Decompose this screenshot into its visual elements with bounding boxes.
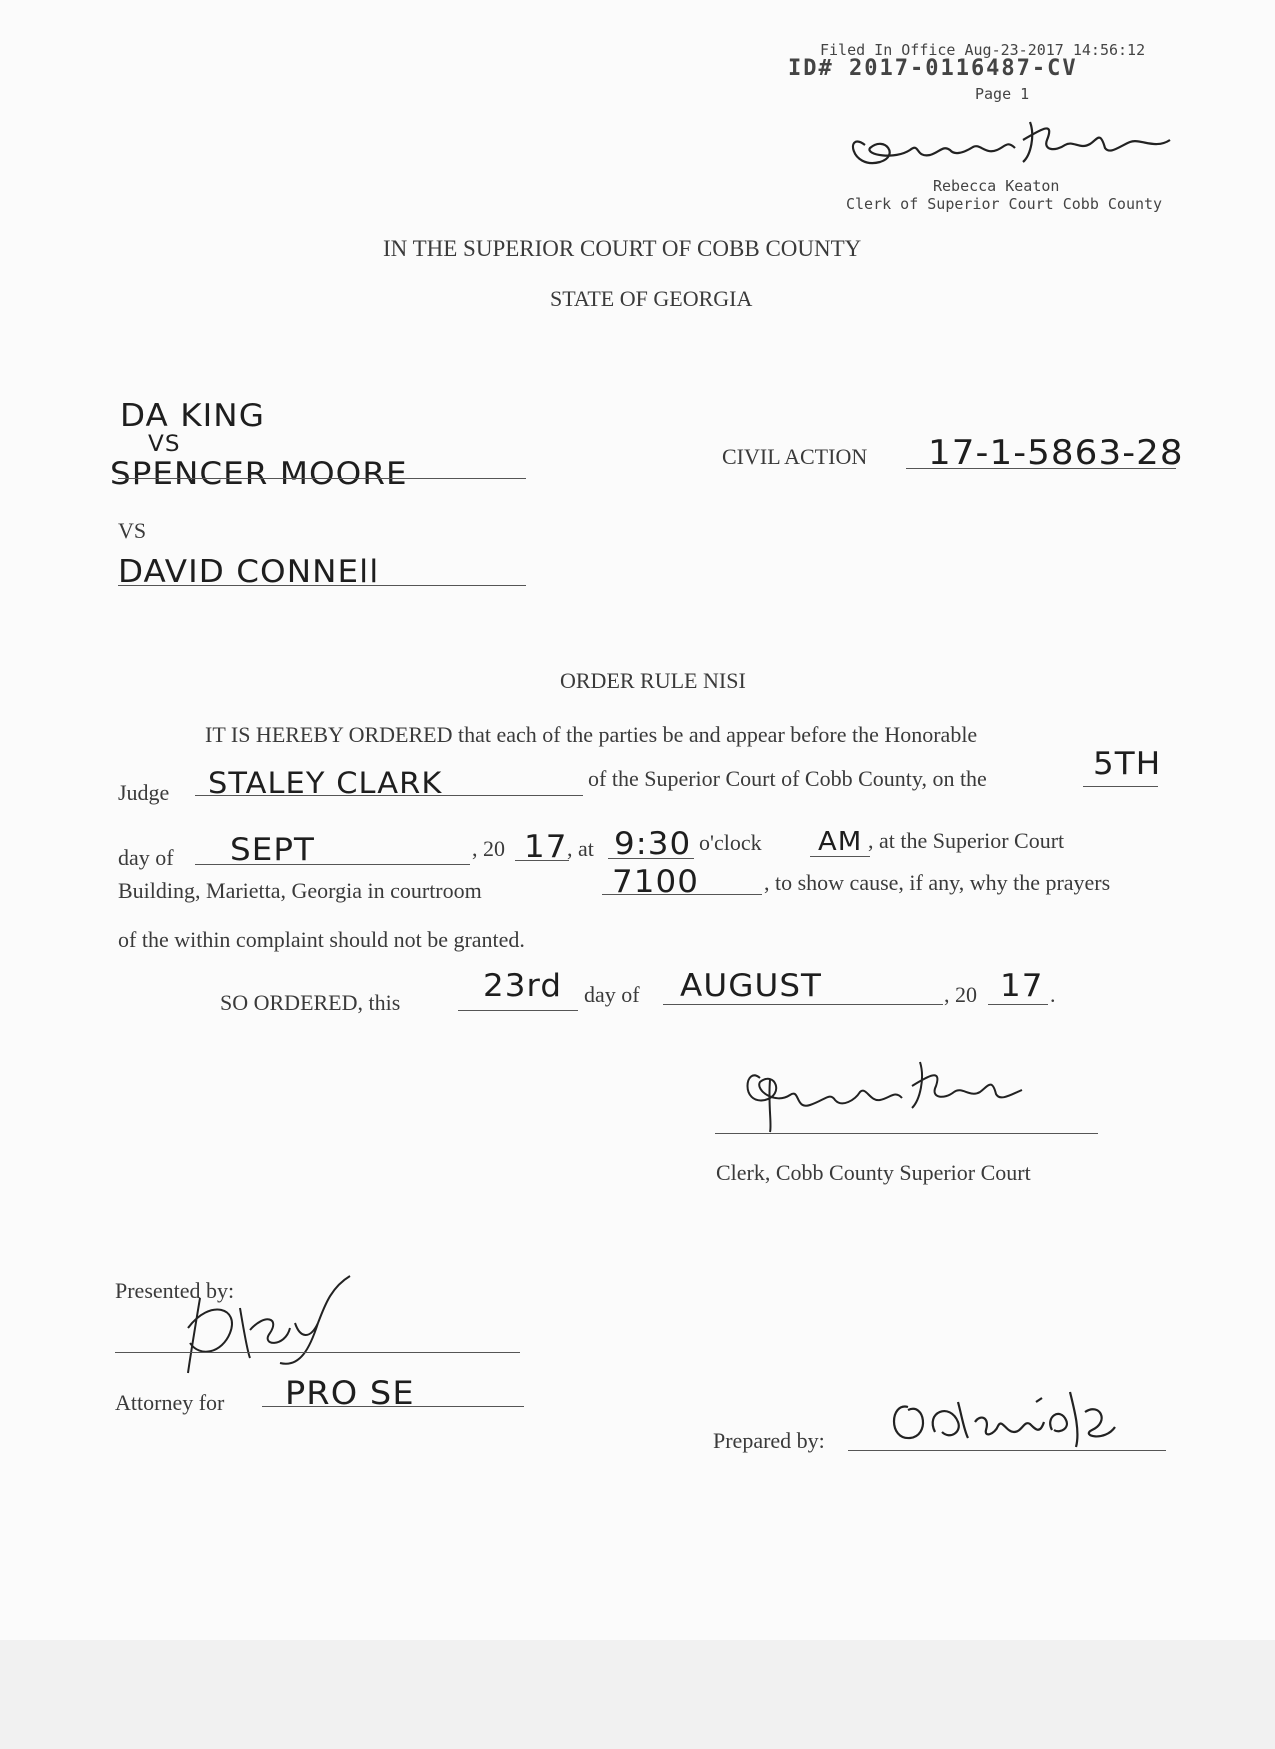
hearing-month: SEPT (230, 832, 315, 868)
prepared-by-label: Prepared by: (713, 1428, 825, 1453)
judge-name: STALEY CLARK (208, 766, 443, 800)
state-heading: STATE OF GEORGIA (550, 286, 753, 311)
clerk-signature-line (715, 1133, 1098, 1134)
stamp-clerk-title: Clerk of Superior Court Cobb County (846, 195, 1163, 213)
hearing-time: 9:30 (614, 826, 692, 862)
stamp-clerk-signature (825, 100, 1205, 185)
court-county-text: of the Superior Court of Cobb County, on the (588, 766, 987, 791)
attorney-for-label: Attorney for (115, 1390, 225, 1415)
so-ordered-label: SO ORDERED, this (220, 990, 401, 1015)
presented-by-line (115, 1352, 520, 1353)
vs-label: VS (118, 518, 147, 543)
plaintiff-underline (118, 478, 526, 479)
ordered-day-underline (458, 1010, 578, 1011)
ampm-underline (810, 856, 870, 857)
defendant-underline (118, 585, 526, 586)
defendant-name: DAVID CONNEll (118, 554, 380, 590)
civil-action-underline (906, 468, 1176, 469)
clerk-signature (730, 1050, 1050, 1135)
plaintiff-name-2: SPENCER MOORE (110, 456, 408, 492)
courtroom-underline (602, 894, 762, 895)
handwritten-vs: VS (148, 432, 181, 457)
so-ordered-day-of: day of (584, 982, 640, 1007)
ordered-year-prefix: , 20 (944, 982, 977, 1007)
clerk-caption: Clerk, Cobb County Superior Court (716, 1160, 1031, 1185)
ordered-period: . (1050, 982, 1056, 1007)
order-title: ORDER RULE NISI (560, 668, 746, 693)
time-underline (608, 858, 694, 859)
day-underline (1083, 786, 1158, 787)
ordered-month-underline (663, 1004, 943, 1005)
ordered-month: AUGUST (680, 968, 822, 1004)
ordered-day: 23rd (483, 968, 563, 1004)
presented-by-label: Presented by: (115, 1278, 235, 1303)
day-of-label: day of (118, 845, 174, 870)
complaint-text: of the within complaint should not be granted. (118, 927, 525, 952)
oclock-label: o'clock (699, 830, 762, 855)
attorney-for-line (262, 1406, 524, 1407)
attorney-for-value: PRO SE (285, 1374, 415, 1412)
show-cause-text: , to show cause, if any, why the prayers (764, 870, 1111, 895)
year-underline (515, 860, 569, 861)
ordered-year-underline (988, 1004, 1048, 1005)
page-number-stamp: Page 1 (975, 85, 1030, 103)
preparer-signature (880, 1372, 1140, 1457)
order-line-1: IT IS HEREBY ORDERED that each of the parties be and appear before the Honorable (205, 722, 978, 747)
superior-court-text: , at the Superior Court (868, 828, 1065, 853)
courtroom-number: 7100 (612, 864, 700, 900)
hearing-year: 17 (524, 829, 568, 865)
stamp-clerk-name: Rebecca Keaton (933, 177, 1060, 195)
ordered-year: 17 (1000, 968, 1044, 1004)
month-underline (195, 864, 470, 865)
hearing-day: 5TH (1093, 746, 1162, 782)
civil-action-number: 17-1-5863-28 (928, 433, 1184, 473)
scan-margin (0, 1640, 1275, 1749)
civil-action-label: CIVIL ACTION (722, 444, 868, 469)
filed-stamp-text: Filed In Office Aug-23-2017 14:56:12 (820, 41, 1146, 59)
case-id-stamp: ID# 2017-0116487-CV (788, 56, 1078, 81)
hearing-am-pm: AM (818, 827, 863, 857)
presenter-signature (160, 1268, 380, 1383)
at-label: , at (567, 836, 594, 861)
court-heading: IN THE SUPERIOR COURT OF COBB COUNTY (383, 236, 862, 261)
prepared-by-line (848, 1450, 1166, 1451)
plaintiff-name-1: DA KING (120, 398, 265, 434)
judge-underline (195, 795, 583, 796)
year-prefix: , 20 (472, 836, 505, 861)
judge-label: Judge (118, 780, 170, 805)
building-text: Building, Marietta, Georgia in courtroom (118, 878, 482, 903)
